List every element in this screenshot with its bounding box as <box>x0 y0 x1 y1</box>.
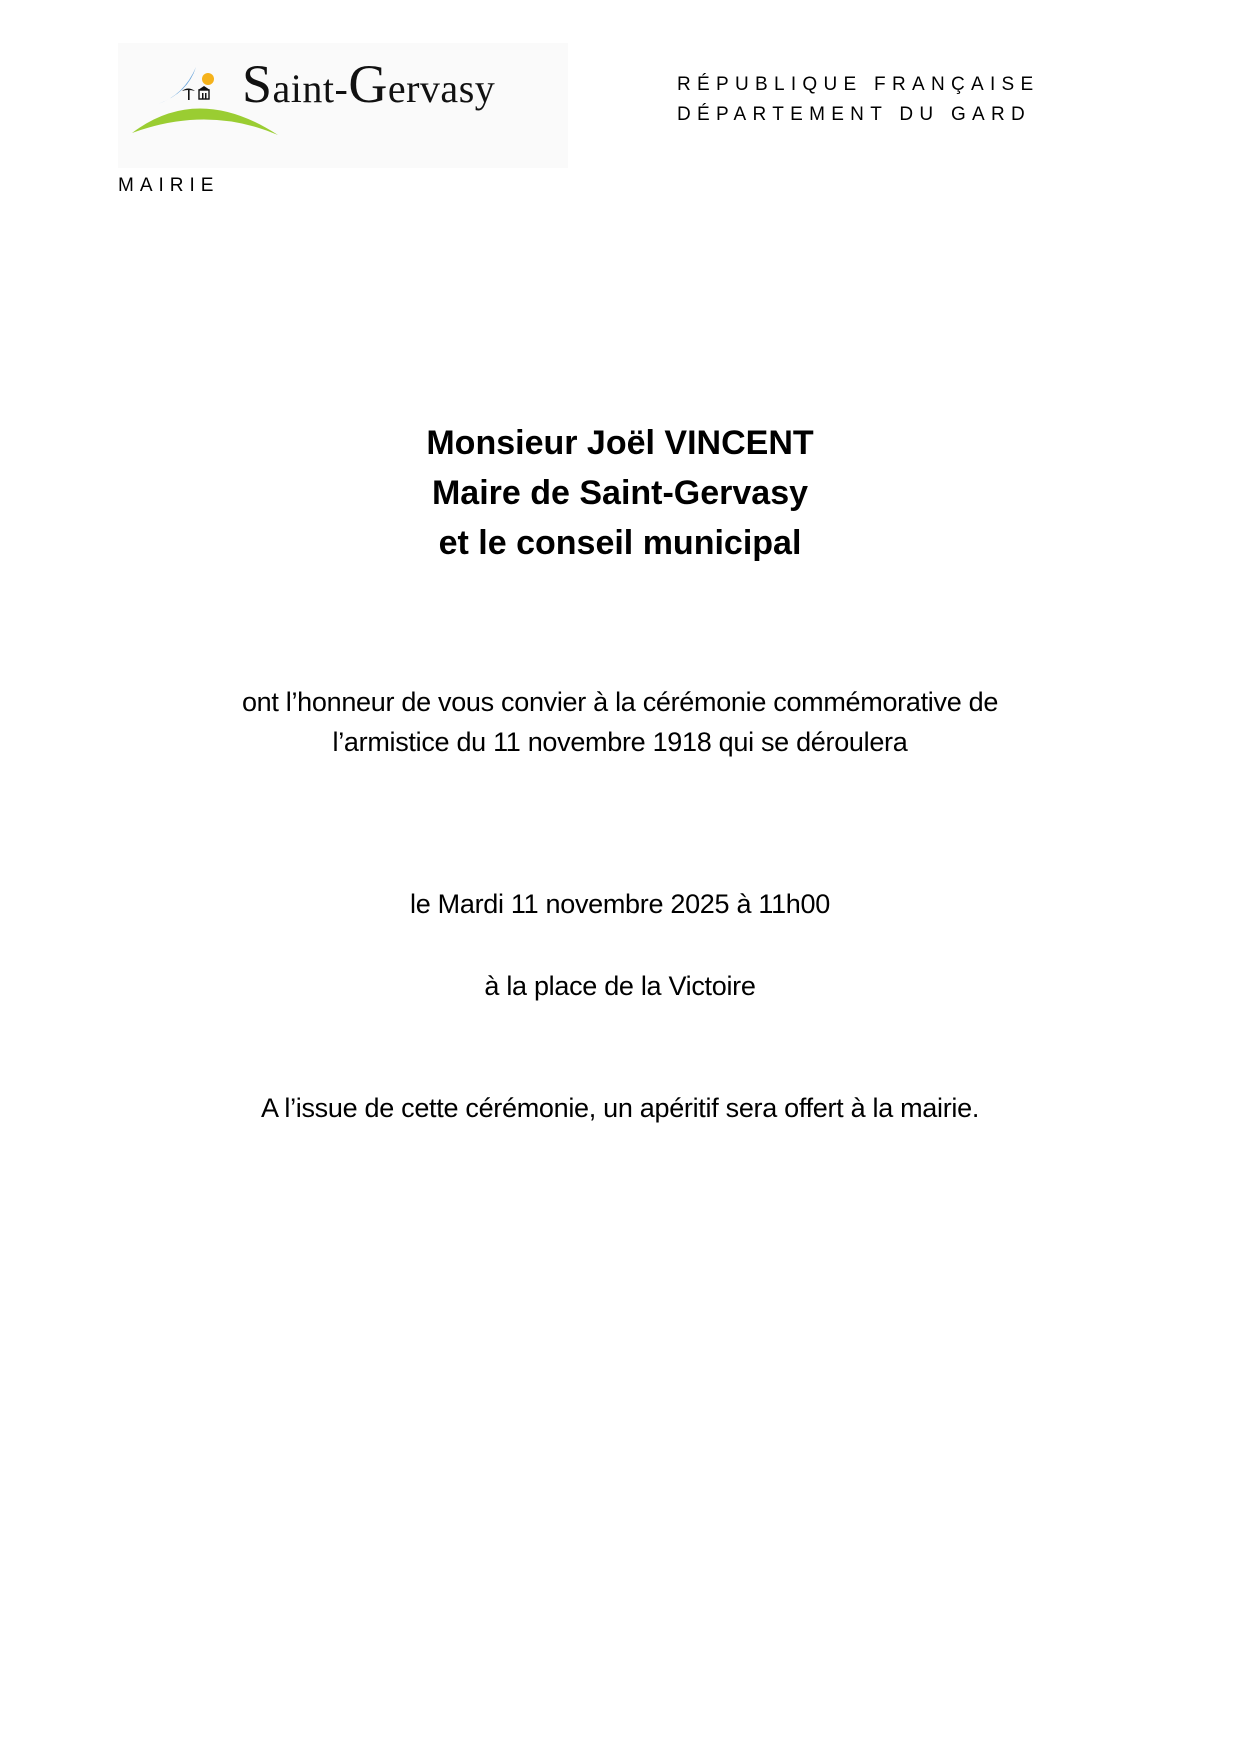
sky-arc-icon <box>158 67 196 104</box>
palm-tree-icon <box>182 89 195 101</box>
event-place: à la place de la Victoire <box>484 971 756 1001</box>
host-title: Maire de Saint-Gervasy <box>431 474 809 512</box>
house-icon <box>198 86 210 99</box>
office-label: MAIRIE <box>118 175 220 196</box>
invitation-intro <box>0 682 1240 762</box>
logo-wordmark: Saint-Gervasy <box>242 54 496 114</box>
republic-line: RÉPUBLIQUE FRANÇAISE <box>677 74 1040 95</box>
host-council: et le conseil municipal <box>438 524 802 562</box>
event-date: le Mardi 11 novembre 2025 à 11h00 <box>410 889 830 919</box>
sun-icon <box>202 73 214 85</box>
host-name: Monsieur Joël VINCENT <box>426 424 814 462</box>
intro-line: l’armistice du 11 novembre 1918 qui se déroulera <box>332 727 908 757</box>
hosts-heading <box>0 418 1240 568</box>
intro-line: ont l’honneur de vous convier à la cérémonie commémorative de <box>241 687 999 717</box>
municipal-logo <box>118 43 568 168</box>
department-line: DÉPARTEMENT DU GARD <box>677 104 1032 125</box>
republic-header <box>677 70 1040 130</box>
closing-note: A l’issue de cette cérémonie, un apéritif sera offert à la mairie. <box>260 1093 980 1123</box>
